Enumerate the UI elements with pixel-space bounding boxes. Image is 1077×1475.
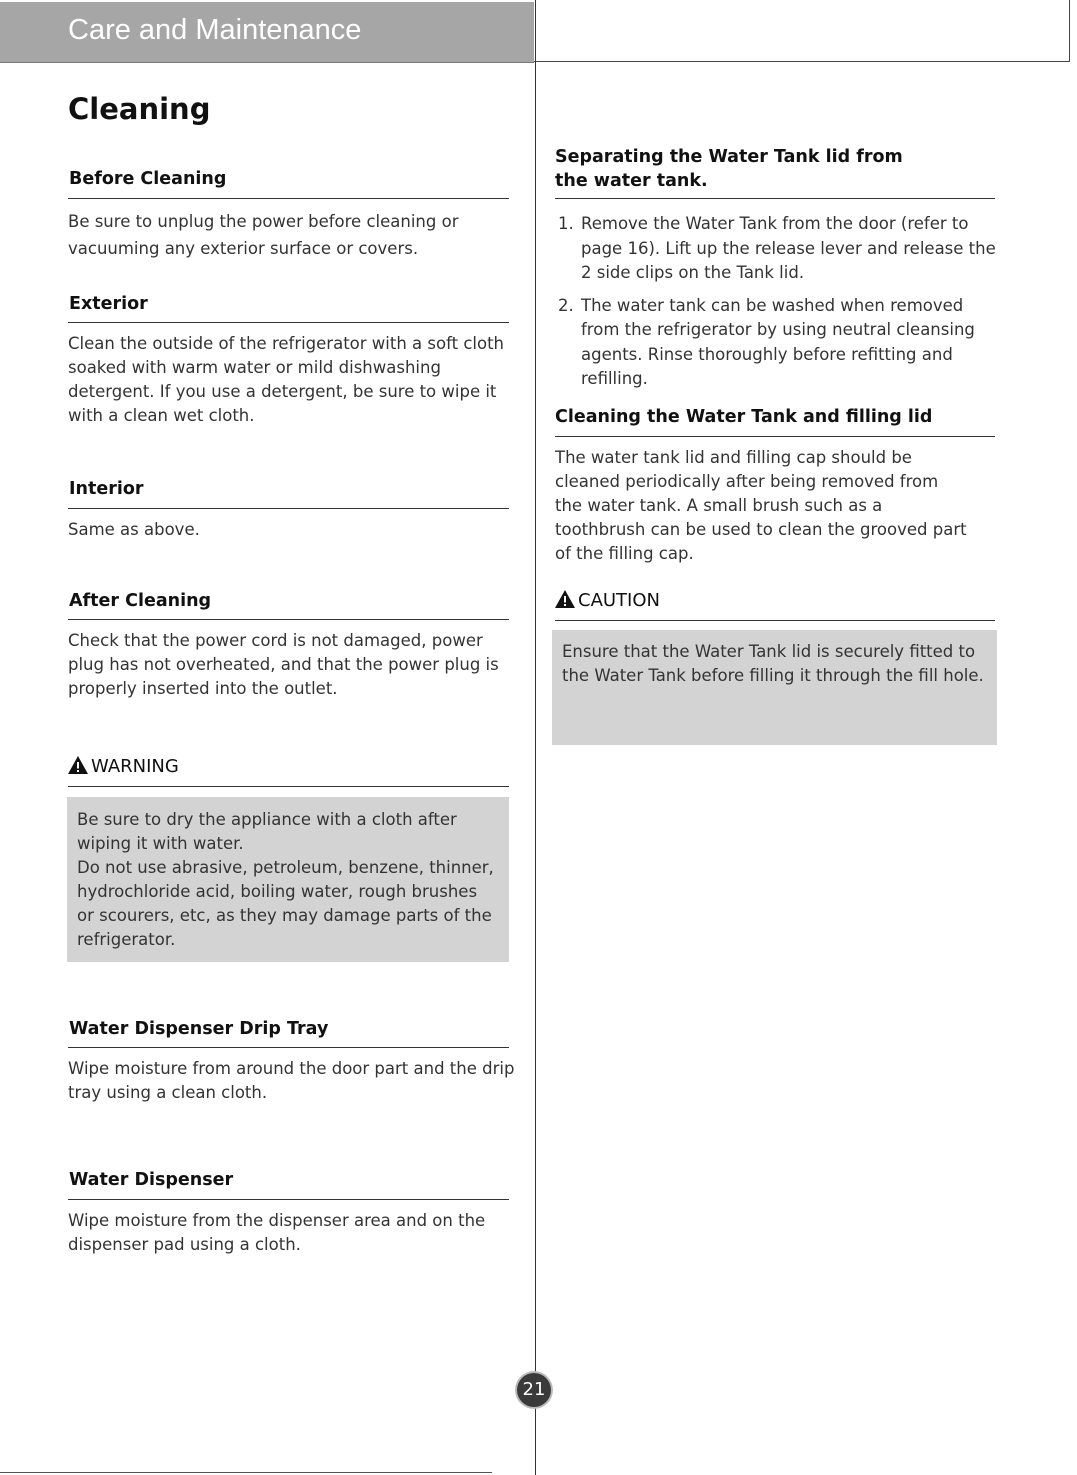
step-text: Remove the Water Tank from the door (refer to page 16). Lift up the release lever and release the 2 side clips on the Tank lid.	[581, 214, 996, 282]
separating-steps-list	[558, 212, 1004, 400]
warning-heading	[68, 755, 179, 779]
caution-box	[552, 630, 997, 745]
step-number: 2.	[558, 295, 574, 315]
separating-heading: Separating the Water Tank lid from the water tank.	[555, 147, 903, 191]
warning-box	[67, 797, 509, 962]
section-header-title: Care and Maintenance	[68, 14, 362, 46]
drip-tray-heading: Water Dispenser Drip Tray	[69, 1019, 329, 1039]
heading-rule	[555, 436, 995, 437]
before-cleaning-text: Be sure to unplug the power before cleaning or vacuuming any exterior surface or covers.	[68, 212, 459, 258]
warning-label: WARNING	[91, 756, 179, 777]
column-divider	[535, 0, 536, 1475]
water-dispenser-text: Wipe moisture from the dispenser area and on the dispenser pad using a cloth.	[68, 1211, 486, 1254]
page-title: Cleaning	[68, 92, 211, 126]
caution-text: Ensure that the Water Tank lid is securely fitted to the Water Tank before filling it through the fill hole.	[562, 642, 984, 685]
cleaning-tank-text: The water tank lid and filling cap should be cleaned periodically after being removed from the water tank. A small brush such as a toothbrush can be used to clean the grooved part of the filling cap.	[555, 448, 967, 563]
bottom-divider	[0, 1472, 492, 1473]
caution-triangle-icon	[555, 590, 575, 608]
cleaning-tank-heading: Cleaning the Water Tank and filling lid	[555, 407, 933, 427]
heading-rule	[555, 198, 995, 199]
page-edge-line	[1069, 0, 1070, 62]
heading-rule	[68, 322, 509, 323]
water-dispenser-heading: Water Dispenser	[69, 1170, 234, 1190]
page-number-badge: 21	[517, 1373, 551, 1407]
before-cleaning-heading: Before Cleaning	[69, 169, 227, 189]
heading-rule	[68, 508, 509, 509]
header-divider-left	[0, 62, 534, 63]
drip-tray-text: Wipe moisture from around the door part and the drip tray using a clean cloth.	[68, 1059, 515, 1102]
heading-rule	[68, 1047, 509, 1048]
step-number: 1.	[558, 214, 574, 233]
warning-triangle-icon	[68, 756, 88, 774]
exterior-heading: Exterior	[69, 294, 148, 314]
warning-text-2: Do not use abrasive, petroleum, benzene, thinner, hydrochloride acid, boiling water, rough brushes or scourers, etc, as they may damage parts of the refrigerator.	[77, 858, 494, 949]
warning-text-1: Be sure to dry the appliance with a cloth after wiping it with water.	[77, 810, 457, 853]
exterior-text: Clean the outside of the refrigerator with a soft cloth soaked with warm water or mild dishwashing detergent. If you use a detergent, be sure to wipe it with a clean wet cloth.	[68, 334, 505, 425]
after-cleaning-text: Check that the power cord is not damaged, power plug has not overheated, and that the power plug is properly inserted into the outlet.	[68, 631, 499, 698]
after-cleaning-heading: After Cleaning	[69, 591, 212, 611]
step-text: The water tank can be washed when removed from the refrigerator by using neutral cleansing agents. Rinse thoroughly before refitting and refilling.	[581, 295, 975, 388]
heading-rule	[68, 1199, 509, 1200]
caution-heading	[555, 589, 660, 613]
heading-rule	[555, 620, 995, 621]
interior-heading: Interior	[69, 479, 144, 499]
list-item	[558, 294, 1004, 392]
heading-rule	[68, 786, 509, 787]
heading-rule	[68, 619, 509, 620]
caution-label: CAUTION	[578, 590, 660, 611]
header-divider-right	[534, 61, 1070, 62]
interior-text: Same as above.	[68, 520, 200, 539]
heading-rule	[68, 198, 509, 199]
list-item	[558, 212, 1004, 286]
